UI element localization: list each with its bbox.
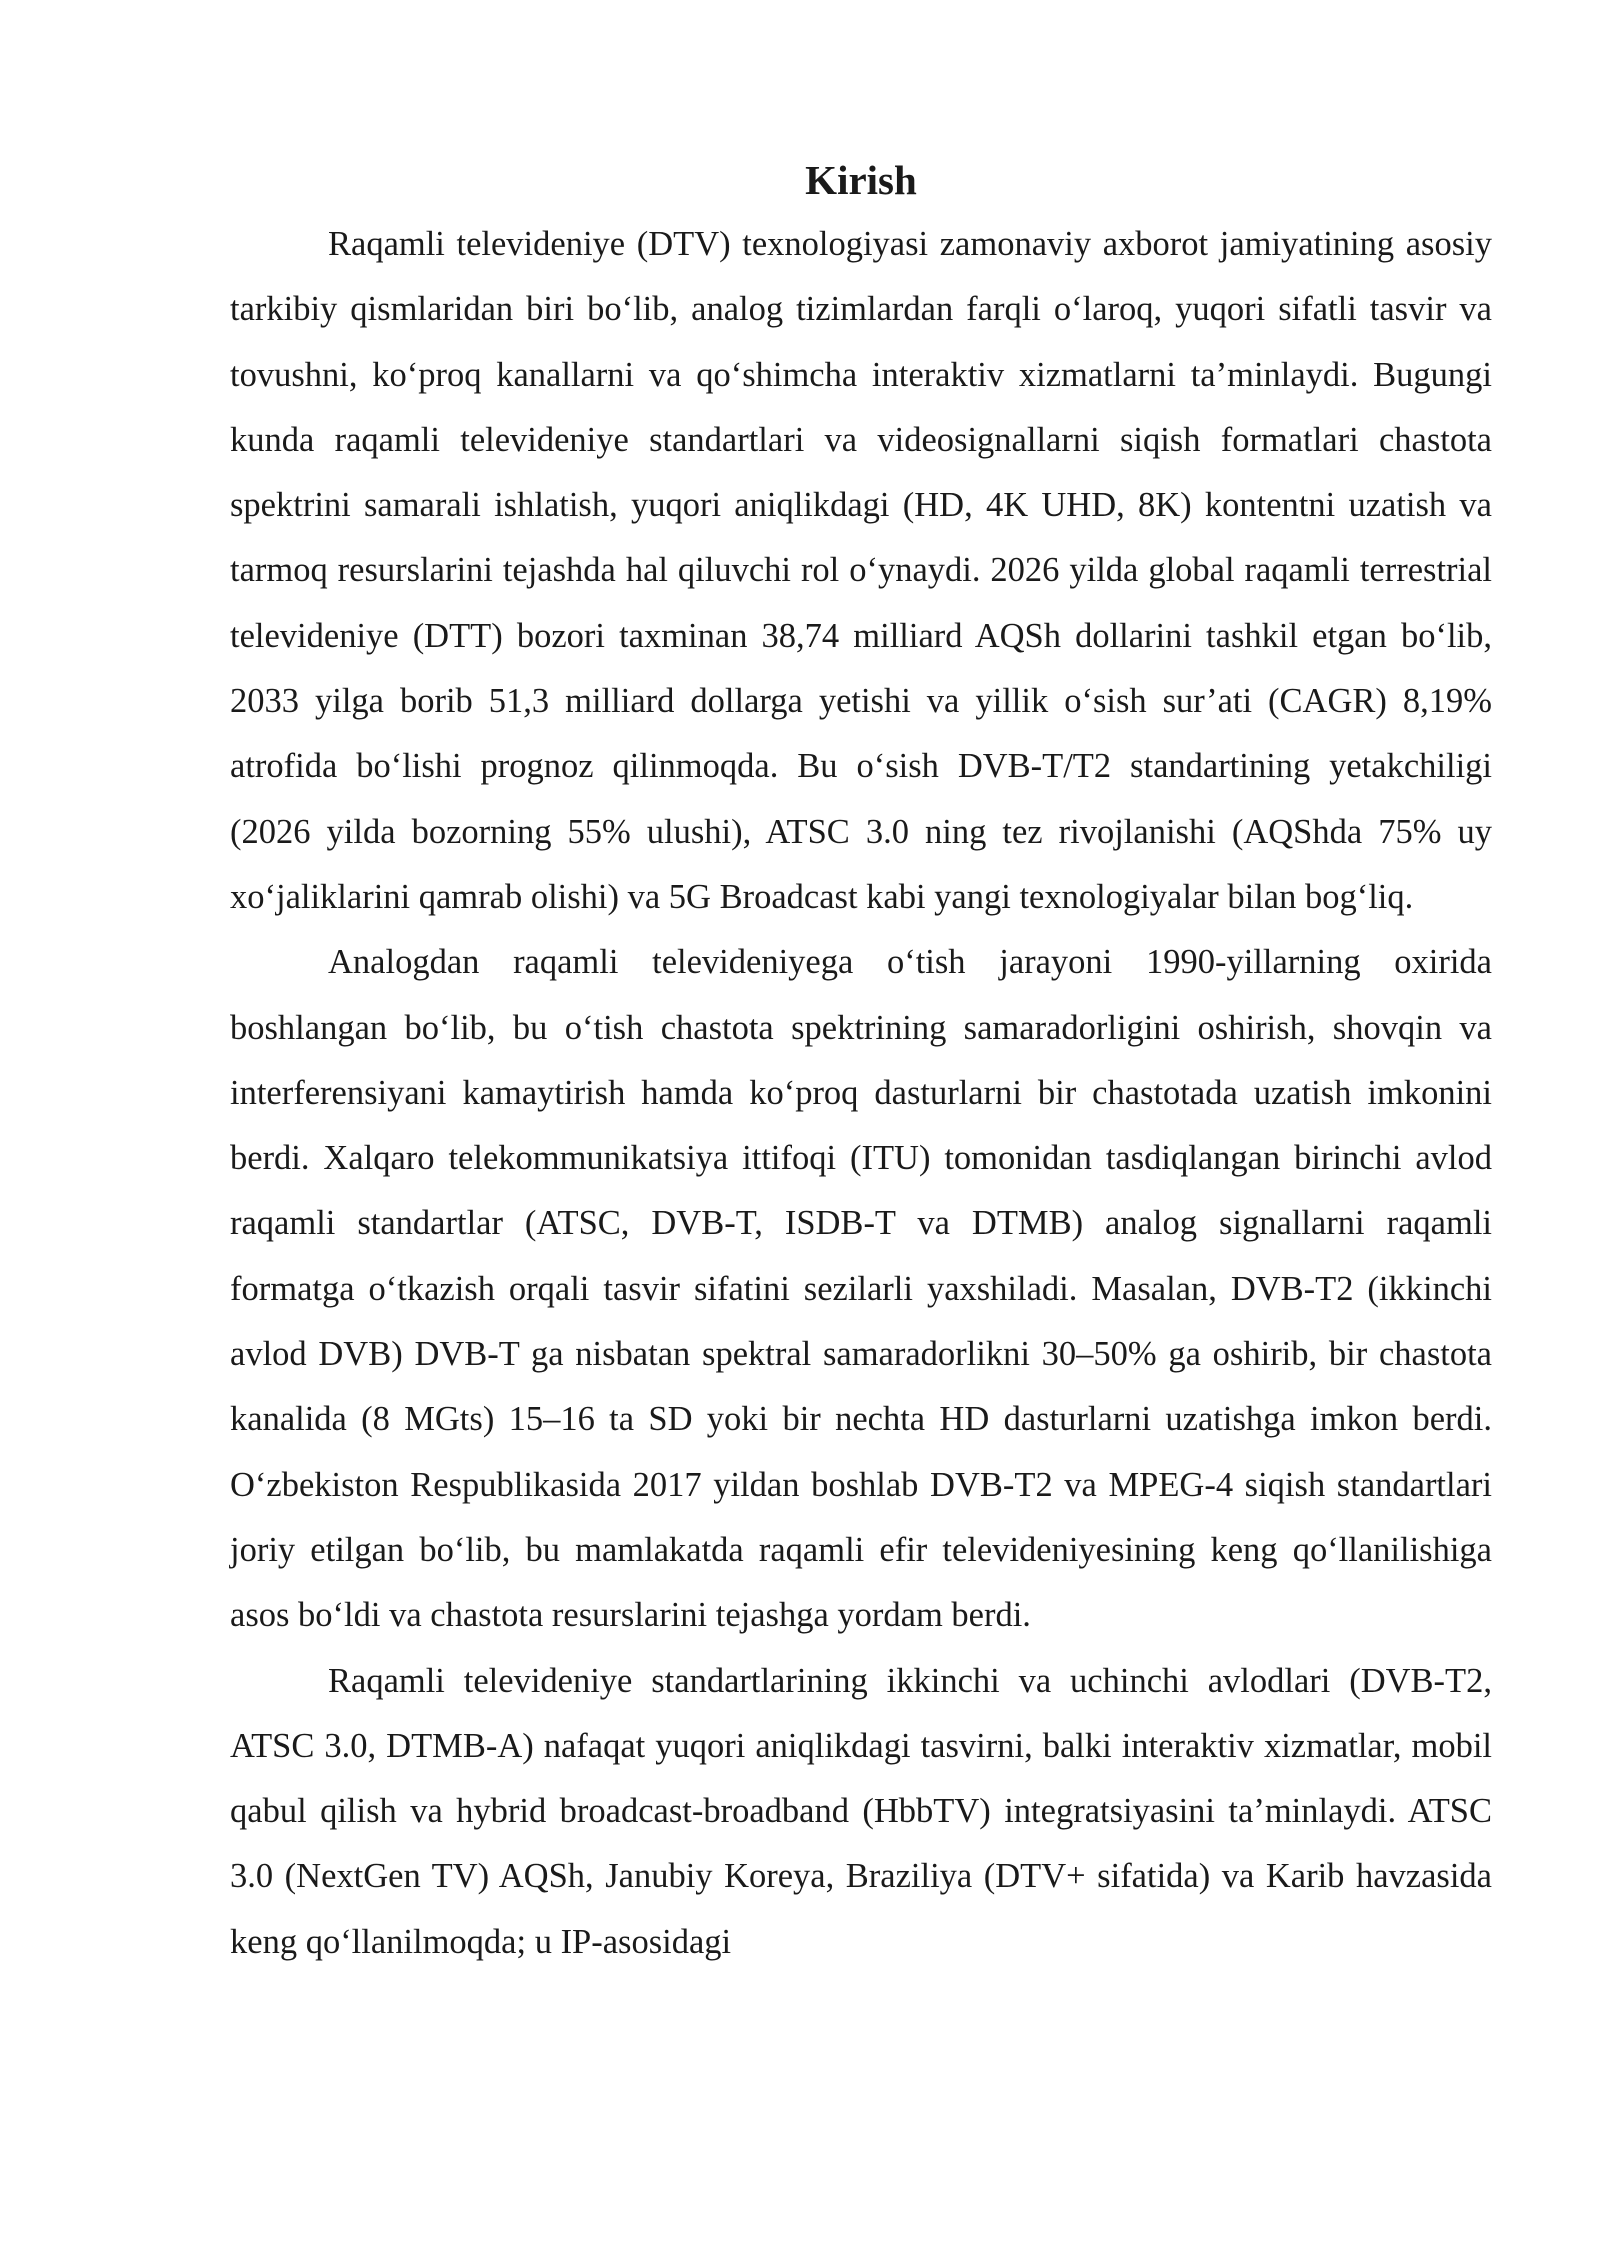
paragraph-3: Raqamli televideniye standartlarining ikkinchi va uchinchi avlodlari (DVB-T2, ATSC 3.0, DTMB-A) nafaqat yuqori aniqlikdagi tasvirni, balki interaktiv xizmatlar, mobil qabul qilish va hybrid broadcast-broadband (HbbTV) integratsiyasini ta’minlaydi. ATSC 3.0 (NextGen TV) AQSh, Janubiy Koreya, Braziliya (DTV+ sifatida) va Karib havzasida keng qo‘llanilmoqda; u IP-asosidagi xyxy=(230,1661,1492,1961)
document-body xyxy=(230,148,1492,1975)
section-title: Kirish xyxy=(805,157,917,203)
paragraph-2: Analogdan raqamli televideniyega o‘tish jarayoni 1990-yillarning oxirida boshlangan bo‘lib, bu o‘tish chastota spektrining samaradorligini oshirish, shovqin va interferensiyani kamaytirish hamda ko‘proq dasturlarni bir chastotada uzatish imkonini berdi. Xalqaro telekommunikatsiya ittifoqi (ITU) tomonidan tasdiqlangan birinchi avlod raqamli standartlar (ATSC, DVB-T, ISDB-T va DTMB) analog signallarni raqamli formatga o‘tkazish orqali tasvir sifatini sezilarli yaxshiladi. Masalan, DVB-T2 (ikkinchi avlod DVB) DVB-T ga nisbatan spektral samaradorlikni 30–50% ga oshirib, bir chastota kanalida (8 MGts) 15–16 ta SD yoki bir nechta HD dasturlarni uzatishga imkon berdi. O‘zbekiston Respublikasida 2017 yildan boshlab DVB-T2 va MPEG-4 siqish standartlari joriy etilgan bo‘lib, bu mamlakatda raqamli efir televideniyesining keng qo‘llanilishiga asos bo‘ldi va chastota resurslarini tejashga yordam berdi. xyxy=(230,943,1492,1635)
paragraph-1: Raqamli televideniye (DTV) texnologiyasi zamonaviy axborot jamiyatining asosiy tarkibiy qismlaridan biri bo‘lib, analog tizimlardan farqli o‘laroq, yuqori sifatli tasvir va tovushni, ko‘proq kanallarni va qo‘shimcha interaktiv xizmatlarni ta’minlaydi. Bugungi kunda raqamli televideniye standartlari va videosignallarni siqish formatlari chastota spektrini samarali ishlatish, yuqori aniqlikdagi (HD, 4K UHD, 8K) kontentni uzatish va tarmoq resurslarini tejashda hal qiluvchi rol o‘ynaydi. 2026 yilda global raqamli terrestrial televideniye (DTT) bozori taxminan 38,74 milliard AQSh dollarini tashkil etgan bo‘lib, 2033 yilga borib 51,3 milliard dollarga yetishi va yillik o‘sish sur’ati (CAGR) 8,19% atrofida bo‘lishi prognoz qilinmoqda. Bu o‘sish DVB-T/T2 standartining yetakchiligi (2026 yilda bozorning 55% ulushi), ATSC 3.0 ning tez rivojlanishi (AQShda 75% uy xo‘jaliklarini qamrab olishi) va 5G Broadcast kabi yangi texnologiyalar bilan bog‘liq. xyxy=(230,225,1492,916)
